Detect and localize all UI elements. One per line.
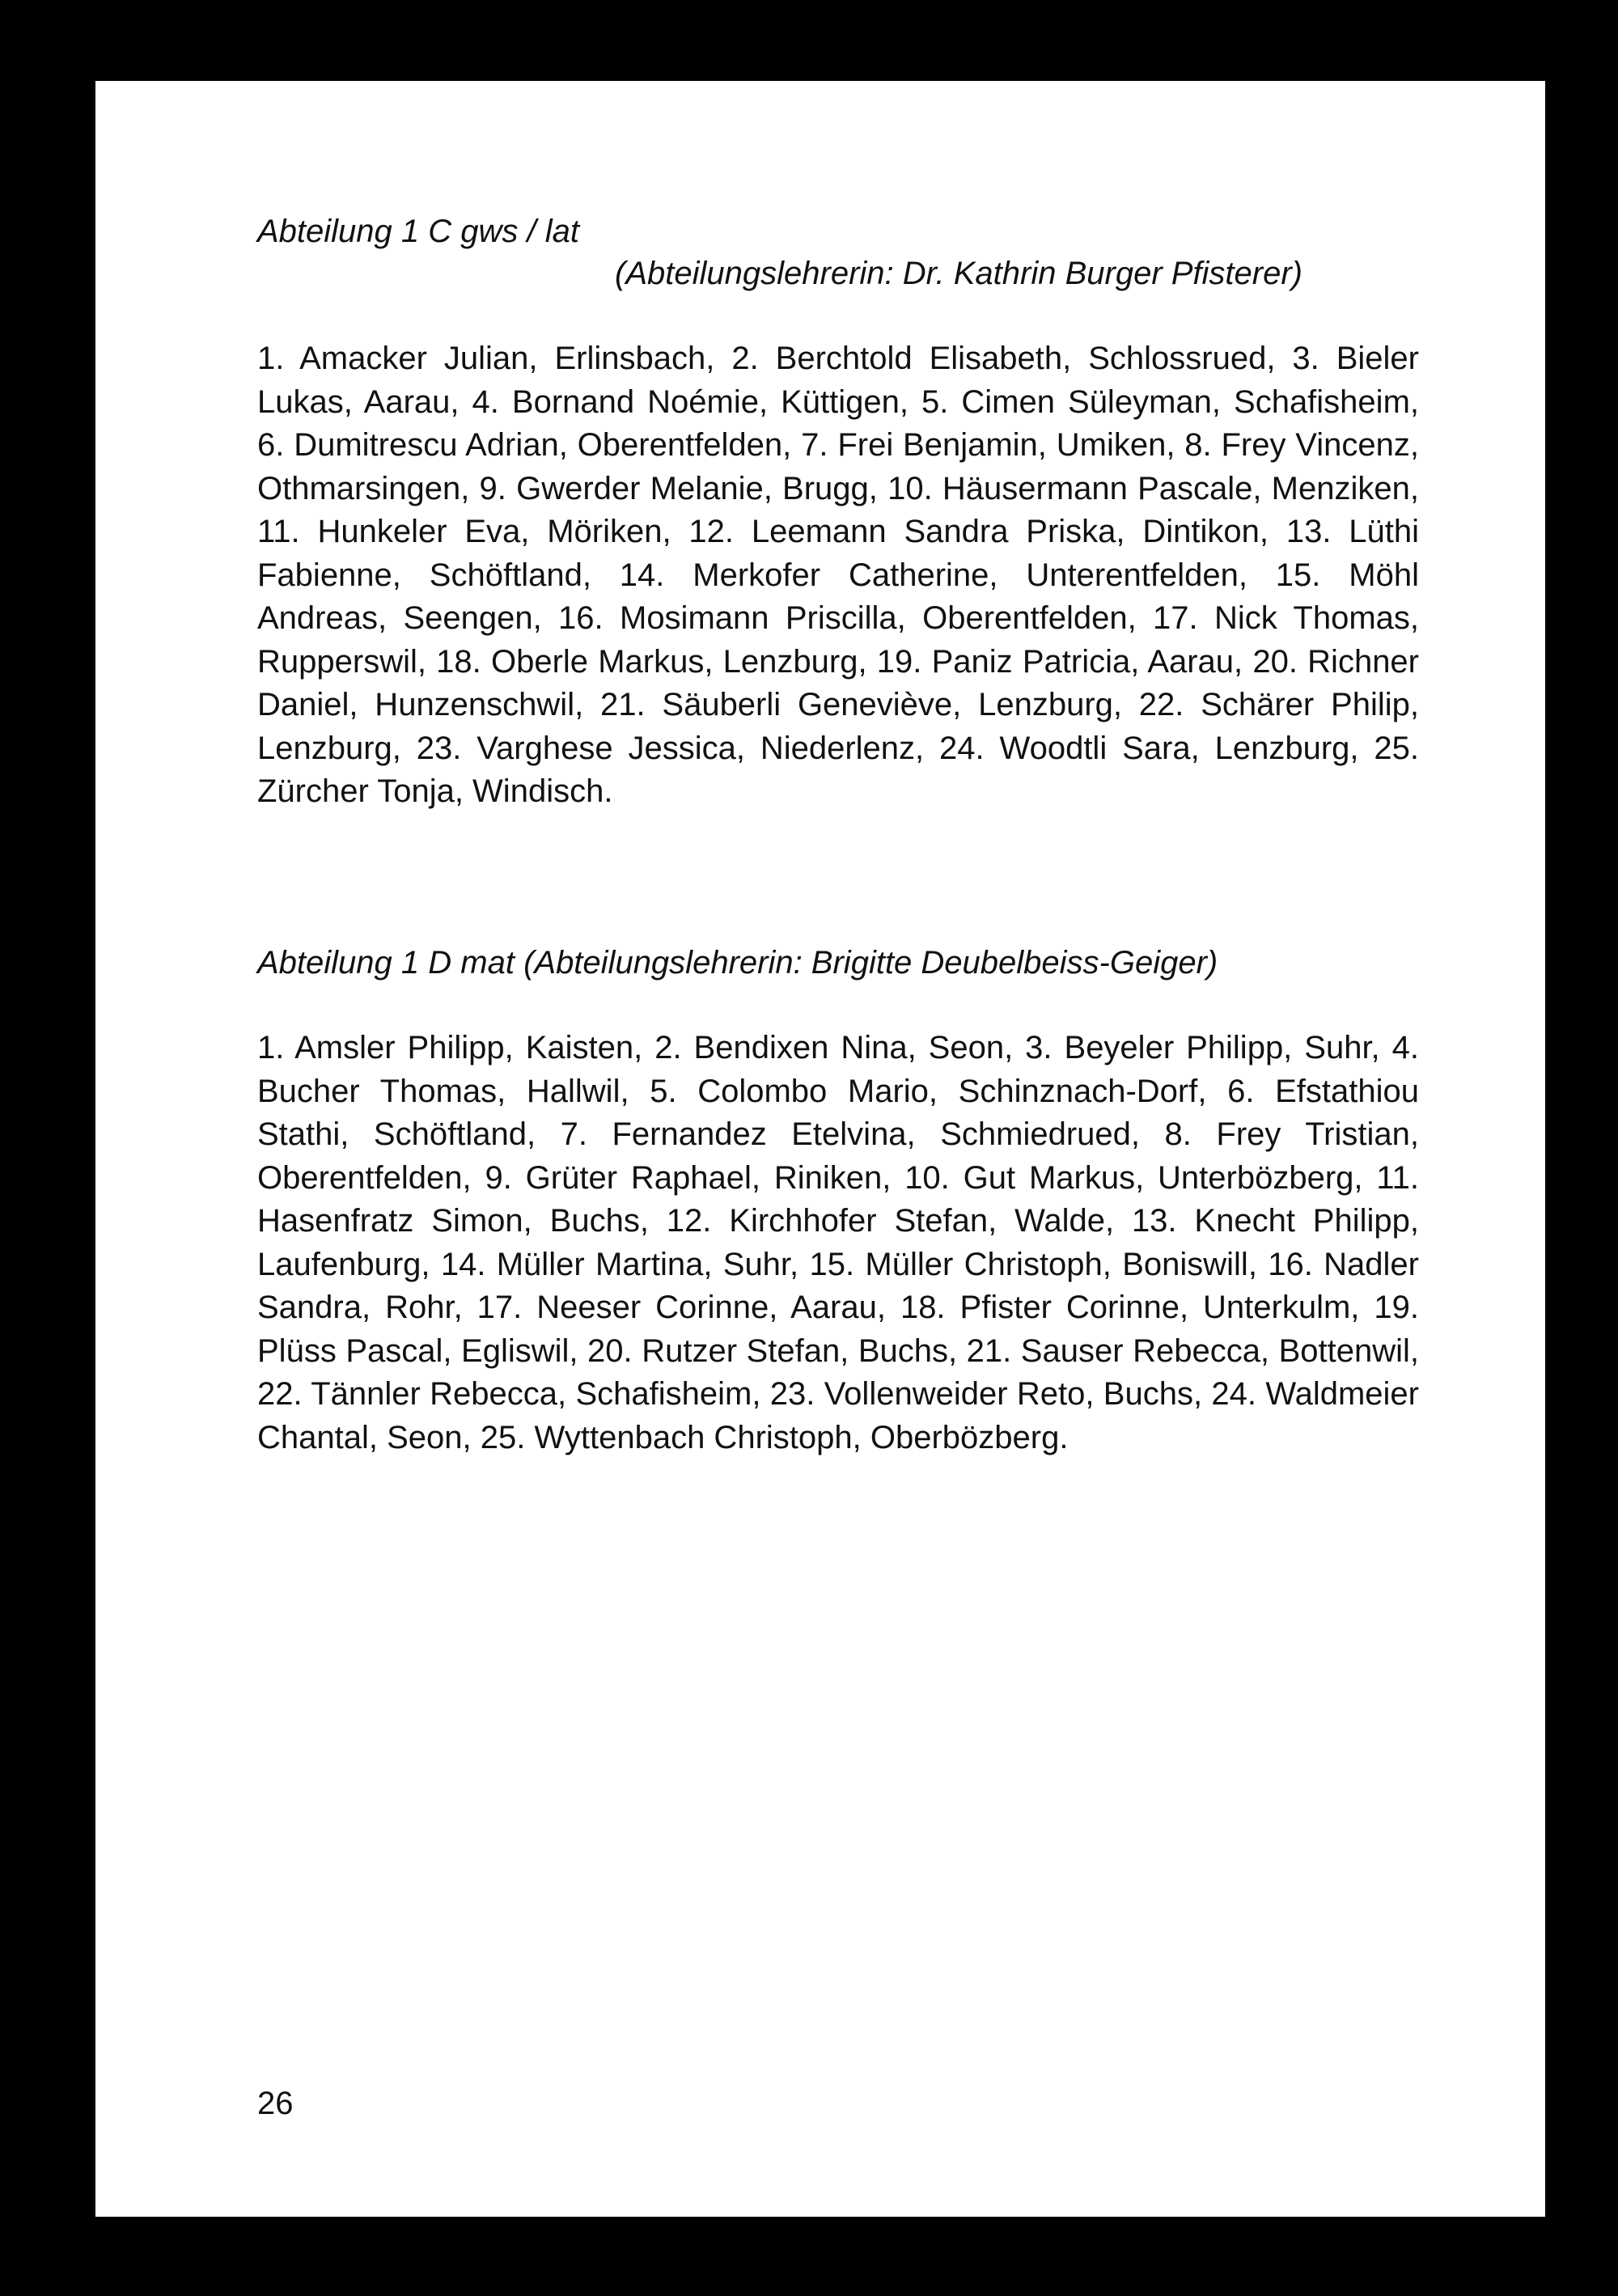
document-page <box>95 81 1545 2217</box>
page-number: 26 <box>257 2086 294 2121</box>
section-d-heading: Abteilung 1 D mat (Abteilungslehrerin: Brigitte Deubelbeiss-Geiger) <box>257 945 1218 981</box>
section-c-heading: Abteilung 1 C gws / lat <box>257 214 579 249</box>
section-c-student-list: 1. Amacker Julian, Erlinsbach, 2. Berchtold Elisabeth, Schlossrued, 3. Bieler Lukas, Aarau, 4. Bornand Noémie, Küttigen, 5. Cimen Süleyman, Schafisheim, 6. Dumitrescu Adrian, Oberentfelden, 7. Frei Benjamin, Umiken, 8. Frey Vincenz, Othmarsingen, 9. Gwerder Melanie, Brugg, 10. Häusermann Pascale, Menziken, 11. Hunkeler Eva, Möriken, 12. Leemann Sandra Priska, Dintikon, 13. Lüthi Fabienne, Schöftland, 14. Merkofer Catherine, Unterentfelden, 15. Möhl Andreas, Seengen, 16. Mosimann Priscilla, Oberentfelden, 17. Nick Thomas, Rupperswil, 18. Oberle Markus, Lenzburg, 19. Paniz Patricia, Aarau, 20. Richner Daniel, Hunzenschwil, 21. Säuberli Geneviève, Lenzburg, 22. Schärer Philip, Lenzburg, 23. Varghese Jessica, Niederlenz, 24. Woodtli Sara, Lenzburg, 25. Zürcher Tonja, Windisch. <box>257 341 1419 809</box>
section-d-student-list: 1. Amsler Philipp, Kaisten, 2. Bendixen Nina, Seon, 3. Beyeler Philipp, Suhr, 4. Bucher Thomas, Hallwil, 5. Colombo Mario, Schinznach-Dorf, 6. Efstathiou Stathi, Schöftland, 7. Fernandez Etelvina, Schmiedrued, 8. Frey Tristian, Oberentfelden, 9. Grüter Raphael, Riniken, 10. Gut Markus, Unterbözberg, 11. Hasenfratz Simon, Buchs, 12. Kirchhofer Stefan, Walde, 13. Knecht Philipp, Laufenburg, 14. Müller Martina, Suhr, 15. Müller Christoph, Boniswill, 16. Nadler Sandra, Rohr, 17. Neeser Corinne, Aarau, 18. Pfister Corinne, Unterkulm, 19. Plüss Pascal, Egliswil, 20. Rutzer Stefan, Buchs, 21. Sauser Rebecca, Bottenwil, 22. Tännler Rebecca, Schafisheim, 23. Vollenweider Reto, Buchs, 24. Waldmeier Chantal, Seon, 25. Wyttenbach Christoph, Oberbözberg. <box>257 1030 1419 1455</box>
section-c-teacher: (Abteilungslehrerin: Dr. Kathrin Burger Pfisterer) <box>615 256 1302 291</box>
